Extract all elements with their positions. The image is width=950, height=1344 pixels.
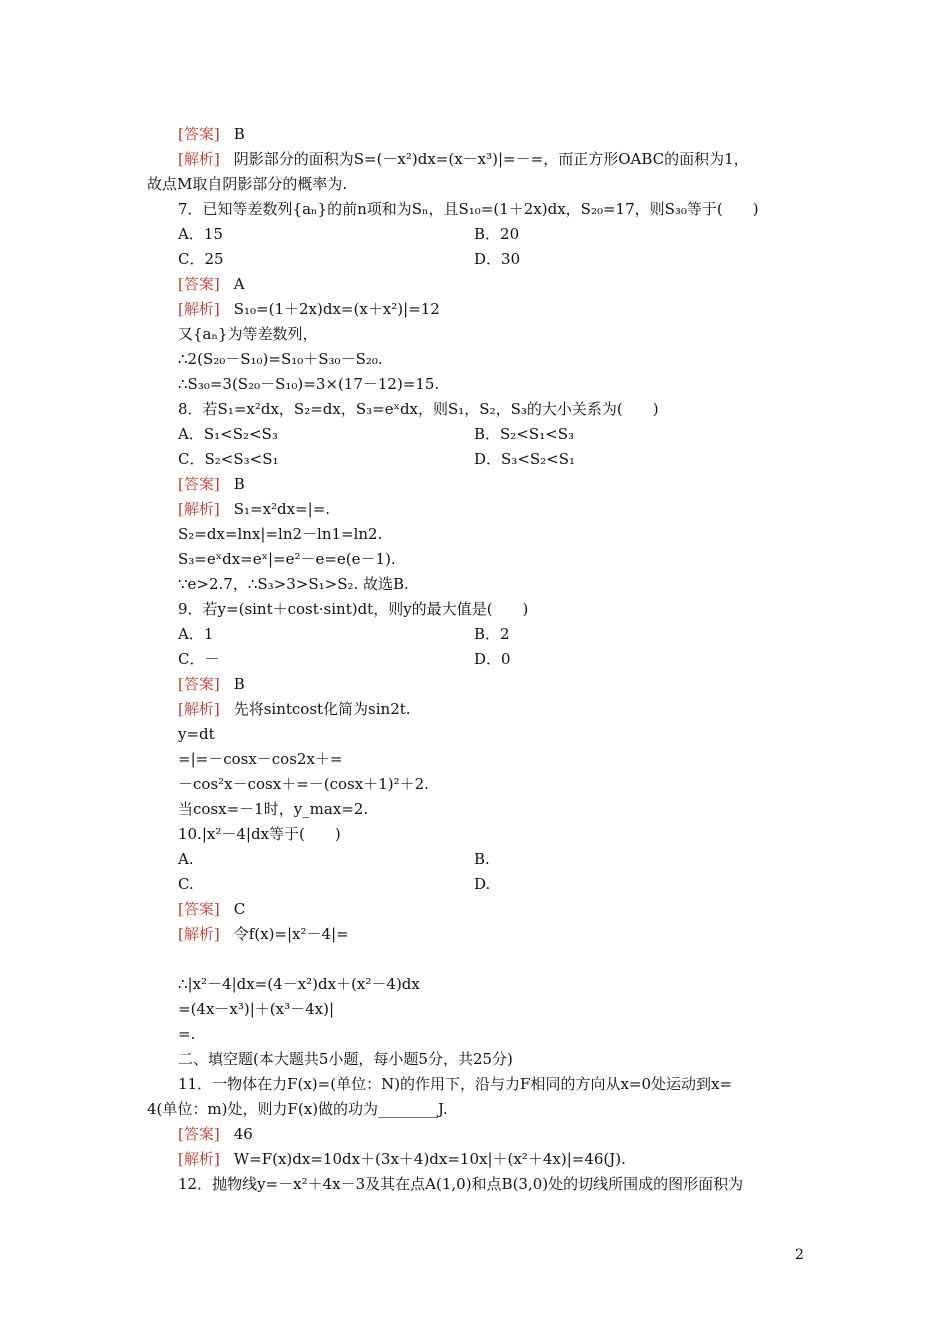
- line-text: 先将sintcost化简为sin2t.: [233, 700, 411, 718]
- line-text: B: [233, 475, 245, 493]
- labeled-line: [178, 474, 245, 494]
- text-line: [178, 999, 334, 1019]
- answer-tag: [解析]: [178, 700, 220, 718]
- text-line: [474, 649, 511, 669]
- line-text: B．2: [474, 625, 510, 643]
- text-line: [178, 599, 528, 619]
- text-line: [178, 824, 341, 844]
- text-line: [178, 549, 396, 569]
- text-line: [178, 224, 223, 244]
- line-text: 令f(x)=|x²－4|=: [233, 925, 349, 943]
- text-line: [178, 199, 759, 219]
- text-line: [178, 774, 429, 794]
- labeled-line: [178, 499, 330, 519]
- line-text: B．S₂<S₁<S₃: [474, 425, 575, 443]
- labeled-line: [178, 899, 245, 919]
- labeled-line: [178, 1124, 253, 1144]
- labeled-line: [178, 299, 440, 319]
- line-text: ∴S₃₀=3(S₂₀－S₁₀)=3×(17－12)=15.: [178, 375, 440, 393]
- labeled-line: [178, 274, 245, 294]
- answer-tag: [解析]: [178, 500, 220, 518]
- text-line: [474, 624, 510, 644]
- line-text: 阴影部分的面积为S=(－x²)dx=(x－x³)|=－=，而正方形OABC的面积为1，: [233, 150, 749, 168]
- text-line: [178, 374, 439, 394]
- answer-tag: [解析]: [178, 300, 220, 318]
- text-line: [178, 399, 659, 419]
- text-line: [178, 624, 213, 644]
- line-text: 二、填空题(本大题共5小题，每小题5分，共25分): [178, 1050, 513, 1068]
- line-text: B.: [474, 850, 490, 868]
- line-text: =(4x－x³)|＋(x³－4x)|: [178, 1000, 335, 1018]
- answer-tag: [答案]: [178, 1125, 220, 1143]
- line-text: S₃=eˣdx=eˣ|=e²－e=e(e－1).: [178, 550, 396, 568]
- labeled-line: [178, 924, 349, 944]
- line-text: B．20: [474, 225, 520, 243]
- text-line: [178, 749, 342, 769]
- line-text: A: [233, 275, 245, 293]
- text-line: [178, 524, 382, 544]
- text-line: [178, 799, 368, 819]
- line-text: D．S₃<S₂<S₁: [474, 450, 576, 468]
- text-line: [474, 449, 575, 469]
- labeled-line: [178, 149, 749, 169]
- text-line: [178, 649, 219, 669]
- line-text: A．S₁<S₂<S₃: [178, 425, 278, 443]
- text-line: [474, 249, 520, 269]
- line-text: D．30: [474, 250, 521, 268]
- text-line: [178, 349, 383, 369]
- line-text: C: [233, 900, 246, 918]
- labeled-line: [178, 674, 245, 694]
- answer-tag: [答案]: [178, 675, 220, 693]
- text-line: [178, 724, 215, 744]
- labeled-line: [178, 1149, 626, 1169]
- text-line: [474, 424, 574, 444]
- line-text: B: [233, 125, 245, 143]
- line-text: 11．一物体在力F(x)=(单位：N)的作用下，沿与力F相同的方向从x=0处运动到x=: [178, 1075, 733, 1093]
- line-text: =|=－cosx－cos2x＋=: [178, 750, 343, 768]
- line-text: D.: [474, 875, 491, 893]
- text-line: [178, 1074, 732, 1094]
- line-text: 7．已知等差数列{aₙ}的前n项和为Sₙ，且S₁₀=(1＋2x)dx，S₂₀=17，则S₃₀等于( ): [178, 200, 759, 218]
- line-text: y=dt: [178, 725, 215, 743]
- line-text: W=F(x)dx=10dx＋(3x＋4)dx=10x|＋(x²＋4x)|=46(J).: [233, 1150, 626, 1168]
- line-text: B: [233, 675, 245, 693]
- line-text: S₁=x²dx=|=.: [233, 500, 331, 518]
- line-text: A．1: [178, 625, 214, 643]
- line-text: 又{aₙ}为等差数列，: [178, 325, 318, 343]
- text-line: [147, 1099, 448, 1119]
- answer-tag: [答案]: [178, 900, 220, 918]
- line-text: S₁₀=(1＋2x)dx=(x＋x²)|=12: [233, 300, 440, 318]
- line-text: A．15: [178, 225, 223, 243]
- text-line: [178, 1174, 743, 1194]
- answer-tag: [解析]: [178, 150, 220, 168]
- text-line: [474, 224, 519, 244]
- text-line: [178, 1024, 195, 1044]
- line-text: ∵e>2.7，∴S₃>3>S₁>S₂. 故选B.: [178, 575, 409, 593]
- line-text: 9．若y=(sint＋cost·sint)dt，则y的最大值是( ): [178, 600, 529, 618]
- line-text: ∴|x²－4|dx=(4－x²)dx＋(x²－4)dx: [178, 975, 420, 993]
- line-text: C.: [178, 875, 194, 893]
- text-line: [178, 1049, 513, 1069]
- line-text: C．S₂<S₃<S₁: [178, 450, 279, 468]
- answer-tag: [答案]: [178, 275, 220, 293]
- labeled-line: [178, 124, 245, 144]
- line-text: S₂=dx=lnx|=ln2－ln1=ln2.: [178, 525, 383, 543]
- line-text: D．0: [474, 650, 511, 668]
- line-text: A.: [178, 850, 194, 868]
- line-text: =.: [178, 1025, 196, 1043]
- text-line: [178, 974, 420, 994]
- text-line: [178, 424, 278, 444]
- line-text: －cos²x－cosx＋=－(cosx＋1)²＋2.: [178, 775, 429, 793]
- answer-tag: [答案]: [178, 475, 220, 493]
- line-text: 4(单位：m)处，则力F(x)做的功为________J.: [147, 1100, 448, 1118]
- text-line: [178, 249, 224, 269]
- text-line: [178, 324, 318, 344]
- text-line: [474, 874, 490, 894]
- text-line: [178, 874, 194, 894]
- text-line: [147, 174, 347, 194]
- line-text: 故点M取自阴影部分的概率为.: [147, 175, 348, 193]
- text-line: [178, 574, 409, 594]
- line-text: 当cosx=－1时，y_max=2.: [178, 800, 369, 818]
- line-text: 10.|x²－4|dx等于( ): [178, 825, 341, 843]
- line-text: C．25: [178, 250, 224, 268]
- labeled-line: [178, 699, 411, 719]
- line-text: C．－: [178, 650, 220, 668]
- text-line: [178, 449, 278, 469]
- answer-tag: [解析]: [178, 925, 220, 943]
- page-number: 2: [795, 1247, 804, 1263]
- answer-tag: [解析]: [178, 1150, 220, 1168]
- text-line: [474, 849, 490, 869]
- line-text: 12．抛物线y=－x²＋4x－3及其在点A(1,0)和点B(3,0)处的切线所围成的图形面积为: [178, 1175, 744, 1193]
- line-text: 46: [233, 1125, 253, 1143]
- line-text: ∴2(S₂₀－S₁₀)=S₁₀＋S₃₀－S₂₀.: [178, 350, 383, 368]
- answer-tag: [答案]: [178, 125, 220, 143]
- text-line: [178, 849, 194, 869]
- line-text: 8．若S₁=x²dx，S₂=dx，S₃=eˣdx，则S₁，S₂，S₃的大小关系为( ): [178, 400, 659, 418]
